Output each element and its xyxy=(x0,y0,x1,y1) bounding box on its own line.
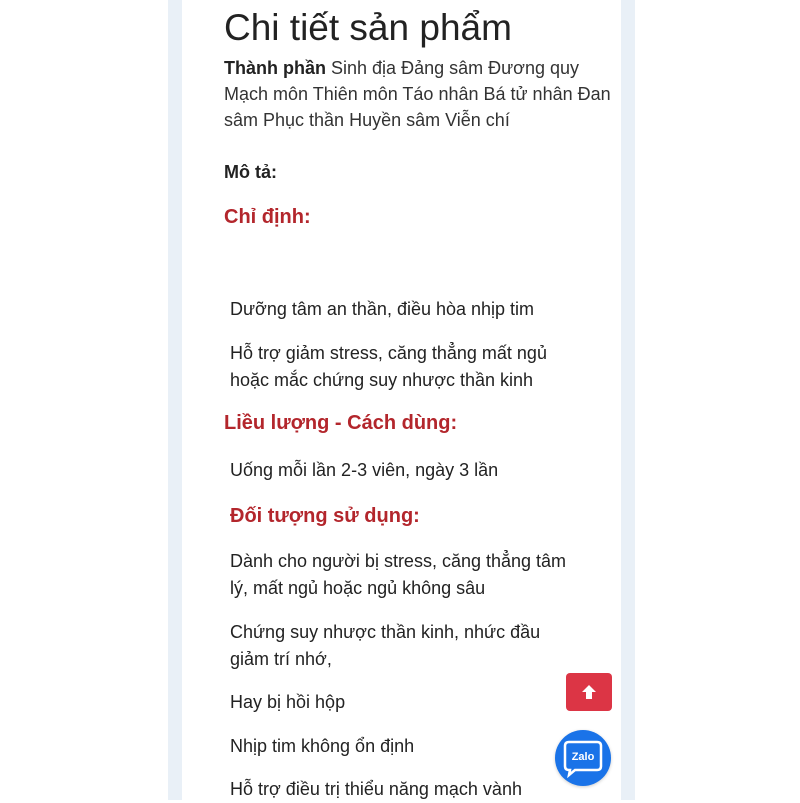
target-users-item: Nhịp tim không ổn định xyxy=(230,736,415,756)
target-users-item: Dành cho người bị stress, căng thẳng tâm lý, mất ngủ hoặc ngủ không sâu xyxy=(230,551,567,598)
page-frame-right xyxy=(621,0,635,800)
zalo-chat-button[interactable] xyxy=(555,730,611,786)
target-users-heading: Đối tượng sử dụng: xyxy=(230,505,420,527)
indication-item: Dưỡng tâm an thần, điều hòa nhịp tim xyxy=(230,299,535,319)
target-users-item: Hay bị hồi hộp xyxy=(230,692,346,712)
description-label: Mô tả: xyxy=(224,162,277,182)
ingredients-text: Sinh địa Đảng sâm Đương quy Mạch môn Thiên môn Táo nhân Bá tử nhân Đan sâm Phục thần Huyền sâm Viễn chí xyxy=(224,58,611,130)
indication-item: Hỗ trợ giảm stress, căng thẳng mất ngủ hoặc mắc chứng suy nhược thần kinh xyxy=(230,343,547,390)
zalo-chat-icon xyxy=(561,738,605,778)
page-title: Chi tiết sản phẩm xyxy=(224,7,512,48)
zalo-label: Zalo xyxy=(571,751,595,763)
target-users-item: Chứng suy nhược thần kinh, nhức đầu giảm trí nhớ, xyxy=(230,622,541,669)
dosage-item: Uống mỗi lần 2-3 viên, ngày 3 lần xyxy=(230,460,499,480)
ingredients-label: Thành phần xyxy=(224,58,326,78)
dosage-heading: Liều lượng - Cách dùng: xyxy=(224,412,458,434)
page-frame-left xyxy=(168,0,182,800)
ingredients-paragraph xyxy=(224,55,619,133)
arrow-up-icon xyxy=(580,683,598,701)
scroll-to-top-button[interactable] xyxy=(566,673,612,711)
target-users-item: Hỗ trợ điều trị thiểu năng mạch vành xyxy=(230,779,522,799)
indication-heading: Chỉ định: xyxy=(224,206,311,228)
